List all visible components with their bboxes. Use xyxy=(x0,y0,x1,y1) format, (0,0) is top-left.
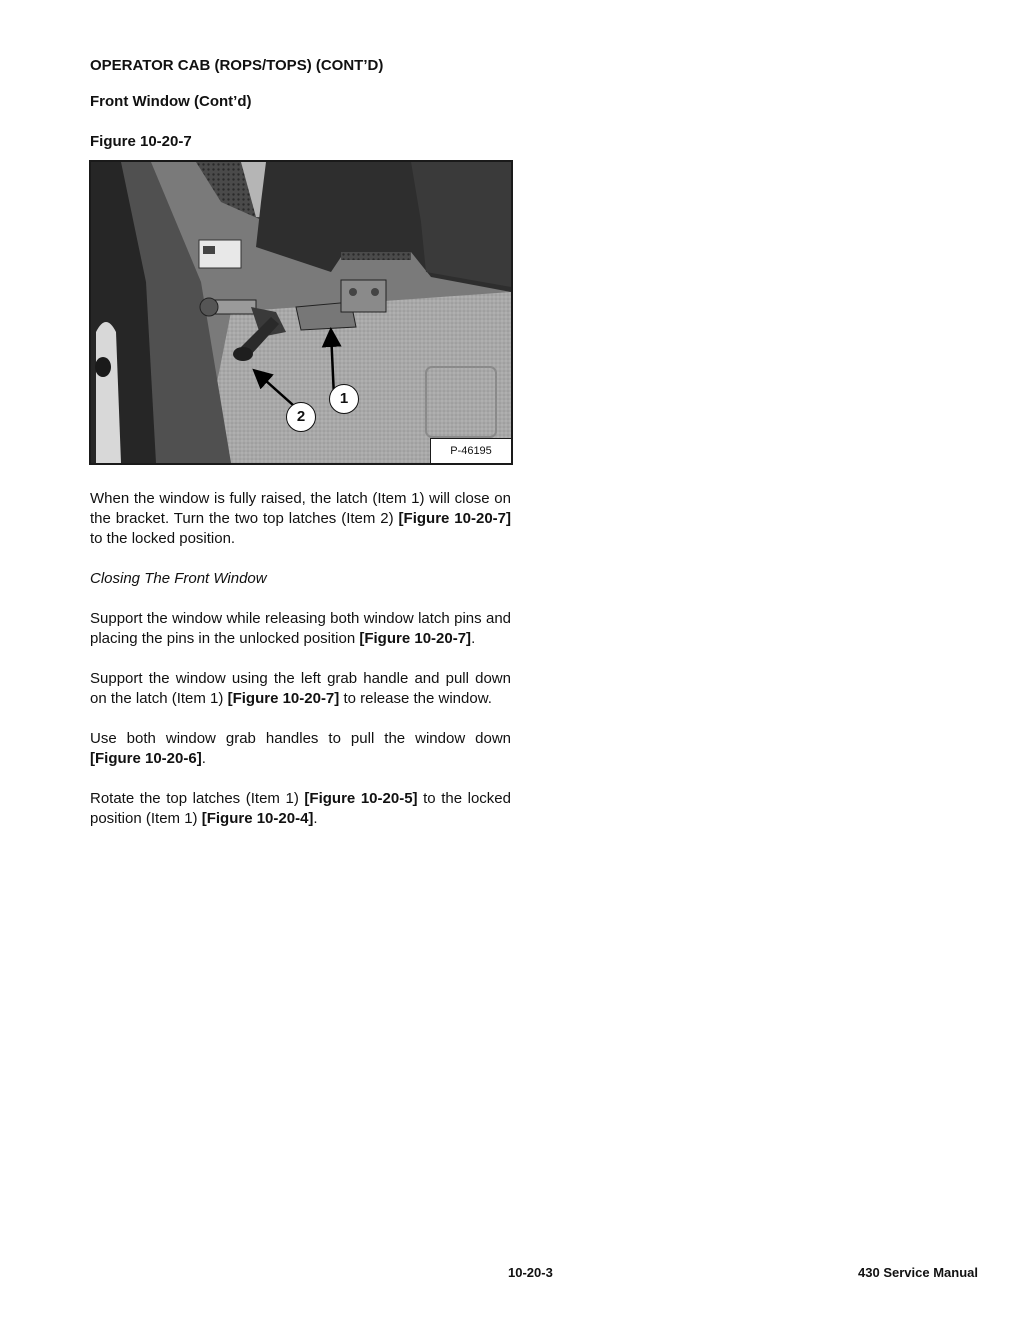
callout-2: 2 xyxy=(286,402,316,432)
figure-ref: [Figure 10-20-7] xyxy=(227,690,340,707)
section-title: OPERATOR CAB (ROPS/TOPS) (CONT’D) xyxy=(90,57,384,74)
figure-ref: [Figure 10-20-6] xyxy=(90,750,202,767)
figure-ref: [Figure 10-20-5] xyxy=(304,790,418,807)
body-text xyxy=(90,489,511,849)
paragraph-grab-handle: Support the window using the left grab handle and pull down on the latch (Item 1) [Figure 10-20-7] to release the window. xyxy=(90,670,511,707)
page-number: 10-20-3 xyxy=(508,1265,553,1280)
figure-ref: [Figure 10-20-4] xyxy=(201,810,314,827)
figure-photo xyxy=(89,160,513,465)
paragraph-latch-close: When the window is fully raised, the latch (Item 1) will close on the bracket. Turn the two top latches (Item 2) [Figure 10-20-7] to the locked position. xyxy=(90,490,511,547)
subheading-closing-window: Closing The Front Window xyxy=(90,570,267,587)
photo-id: P-46195 xyxy=(430,438,511,463)
figure-ref: [Figure 10-20-7] xyxy=(359,630,472,647)
subsection-title: Front Window (Cont’d) xyxy=(90,93,252,110)
figure-label: Figure 10-20-7 xyxy=(90,133,192,150)
paragraph-support-window: Support the window while releasing both window latch pins and placing the pins in the unlocked position [Figure 10-20-7]. xyxy=(90,610,511,647)
callout-1: 1 xyxy=(329,384,359,414)
manual-title: 430 Service Manual xyxy=(858,1265,978,1280)
figure-ref: [Figure 10-20-7] xyxy=(398,510,511,527)
paragraph-pull-down: Use both window grab handles to pull the window down [Figure 10-20-6]. xyxy=(90,730,511,767)
paragraph-rotate-latches: Rotate the top latches (Item 1) [Figure 10-20-5] to the locked position (Item 1) [Figure 10-20-4]. xyxy=(90,790,511,827)
